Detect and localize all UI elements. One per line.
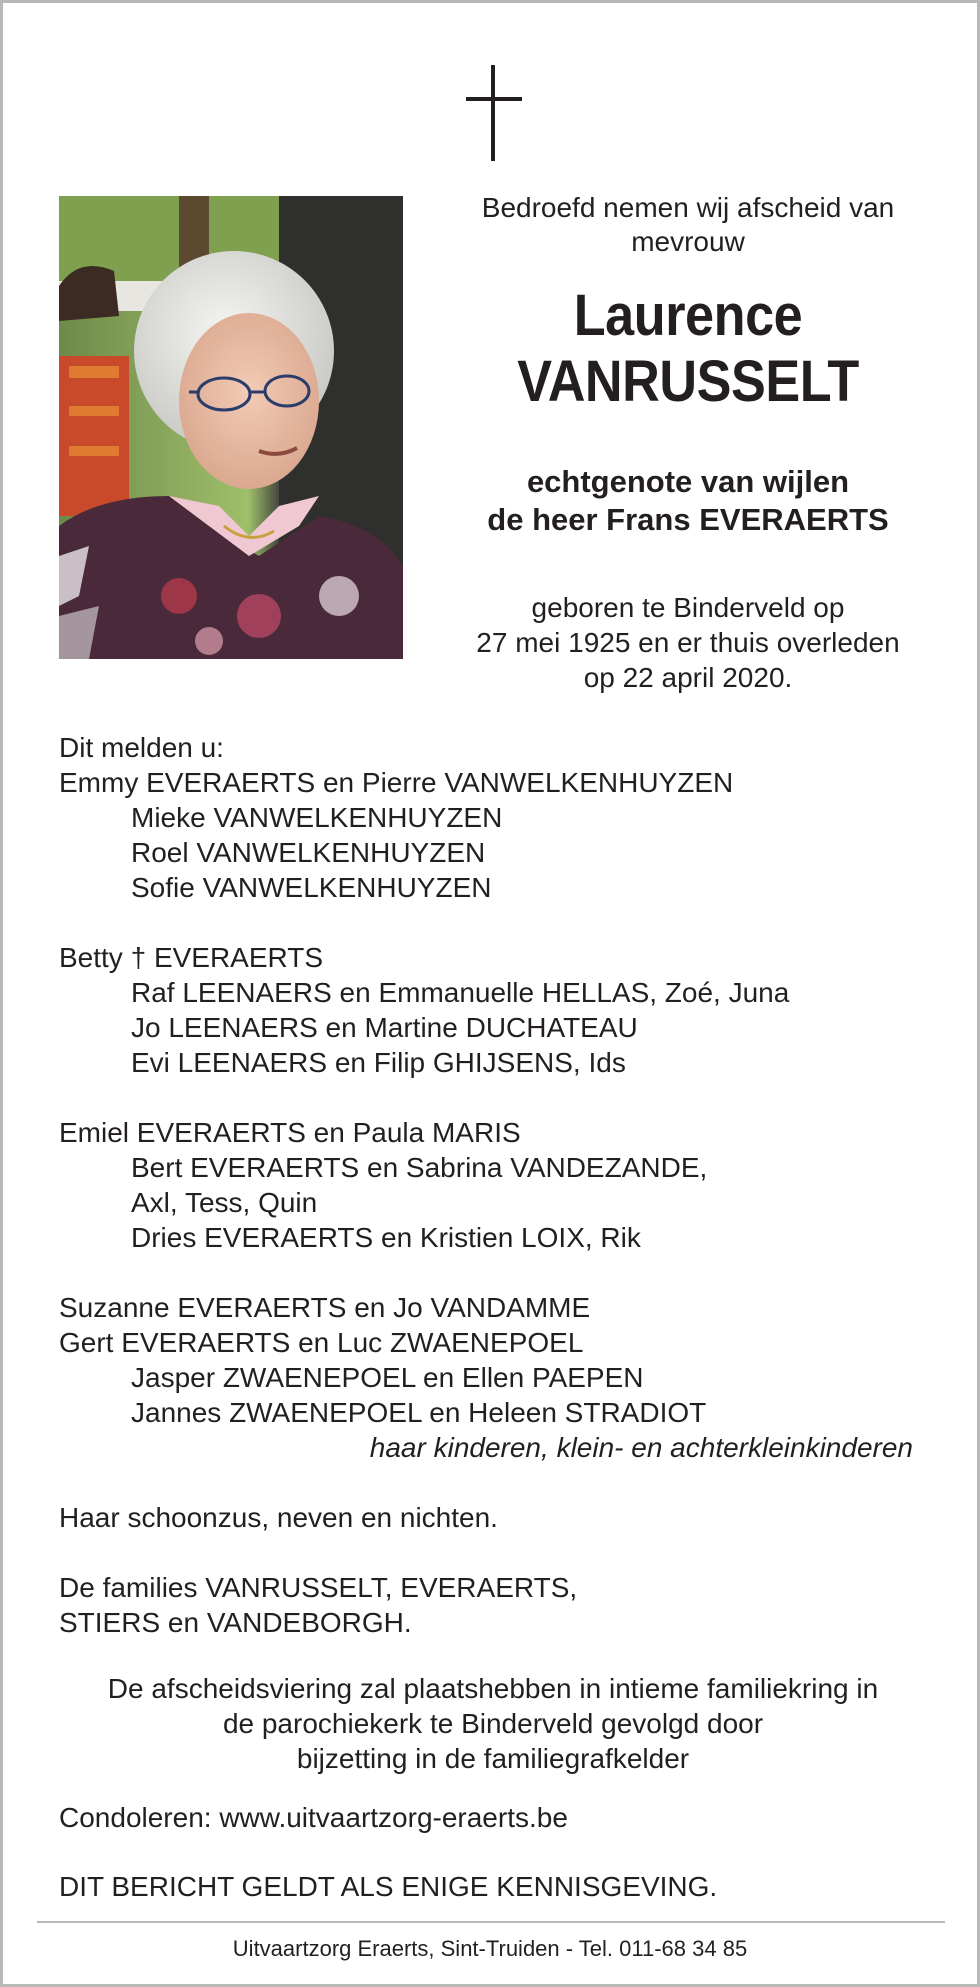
spouse-name: de heer Frans EVERAERTS	[487, 502, 889, 537]
intro-title: mevrouw	[631, 226, 745, 257]
family-member: Gert EVERAERTS en Luc ZWAENEPOEL	[59, 1327, 584, 1358]
cross-icon	[466, 65, 522, 161]
notice-text: DIT BERICHT GELDT ALS ENIGE KENNISGEVING.	[59, 1871, 718, 1902]
family-heading: Dit melden u:	[59, 732, 224, 763]
condolences-link[interactable]	[59, 1800, 929, 1835]
ceremony-line: De afscheidsviering zal plaatshebben in intieme familiekring in	[107, 1673, 879, 1704]
family-member: Mieke VANWELKENHUYZEN	[131, 802, 503, 833]
families-line: STIERS en VANDEBORGH.	[59, 1607, 412, 1638]
birth-line: geboren te Binderveld op	[531, 592, 845, 623]
footer-divider	[37, 1921, 945, 1923]
intro-line: Bedroefd nemen wij afscheid van	[481, 192, 895, 223]
family-member: Evi LEENAERS en Filip GHIJSENS, Ids	[131, 1047, 626, 1078]
family-member: Jasper ZWAENEPOEL en Ellen PAEPEN	[131, 1362, 644, 1393]
ceremony-line: bijzetting in de familiegrafkelder	[296, 1743, 690, 1774]
family-relation: haar kinderen, klein- en achterkleinkinderen	[369, 1432, 913, 1463]
ceremony-line: de parochiekerk te Binderveld gevolgd door	[222, 1708, 764, 1739]
family-member: Emmy EVERAERTS en Pierre VANWELKENHUYZEN	[59, 767, 734, 798]
family-member: Axl, Tess, Quin	[131, 1187, 318, 1218]
birth-date-line: 27 mei 1925 en er thuis overleden	[476, 627, 900, 658]
intro-text	[423, 191, 953, 259]
family-member: Suzanne EVERAERTS en Jo VANDAMME	[59, 1292, 591, 1323]
condolences-text[interactable]: Condoleren: www.uitvaartzorg-eraerts.be	[59, 1802, 568, 1833]
in-laws: Haar schoonzus, neven en nichten.	[59, 1502, 498, 1533]
spouse-info	[423, 463, 953, 539]
footer-credit: Uitvaartzorg Eraerts, Sint-Truiden - Tel. 011-68 34 85	[232, 1936, 748, 1961]
family-member: Bert EVERAERTS en Sabrina VANDEZANDE,	[131, 1152, 708, 1183]
families-line: De families VANRUSSELT, EVERAERTS,	[59, 1572, 578, 1603]
death-date-line: op 22 april 2020.	[583, 662, 793, 693]
family-member: Emiel EVERAERTS en Paula MARIS	[59, 1117, 521, 1148]
last-name: VANRUSSELT	[517, 349, 859, 414]
family-member: Betty † EVERAERTS	[59, 942, 324, 973]
ceremony-info	[43, 1671, 943, 1776]
first-name: Laurence	[573, 283, 803, 348]
deceased-name	[450, 283, 927, 415]
notice	[59, 1869, 929, 1904]
family-member: Dries EVERAERTS en Kristien LOIX, Rik	[131, 1222, 641, 1253]
family-member: Roel VANWELKENHUYZEN	[131, 837, 486, 868]
spouse-line: echtgenote van wijlen	[526, 464, 850, 499]
family-member: Raf LEENAERS en Emmanuelle HELLAS, Zoé, Juna	[131, 977, 790, 1008]
family-member: Jo LEENAERS en Martine DUCHATEAU	[131, 1012, 638, 1043]
birth-death-info	[423, 590, 953, 695]
family-list	[59, 730, 929, 1640]
family-member: Sofie VANWELKENHUYZEN	[131, 872, 492, 903]
portrait-photo	[59, 196, 403, 659]
family-member: Jannes ZWAENEPOEL en Heleen STRADIOT	[131, 1397, 707, 1428]
